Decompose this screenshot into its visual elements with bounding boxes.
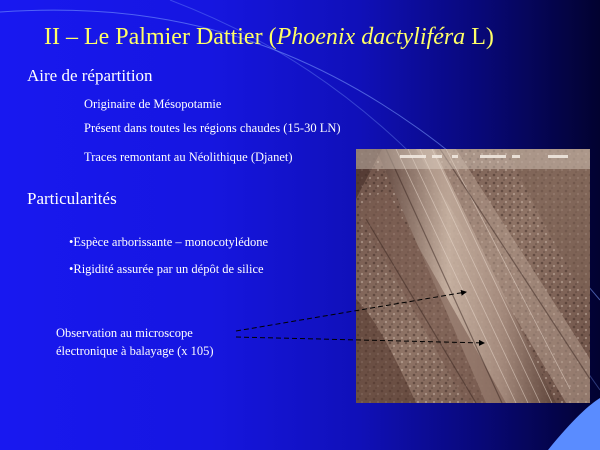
section-heading-particularities: Particularités <box>27 189 117 208</box>
particularity-bullet: •Espèce arborissante – monocotylédone <box>69 235 269 249</box>
title-suffix: L) <box>465 24 494 50</box>
title-prefix: II – Le Palmier Dattier ( <box>44 24 277 50</box>
particularity-bullet: •Rigidité assurée par un dépôt de silice <box>69 262 264 276</box>
distribution-line: Présent dans toutes les régions chaudes (15-30 LN) <box>84 121 341 135</box>
arrow-pointer <box>236 292 466 331</box>
distribution-line: Traces remontant au Néolithique (Djanet) <box>84 150 293 164</box>
section-heading-distribution: Aire de répartition <box>27 66 153 85</box>
caption-line: Observation au microscope <box>56 326 193 340</box>
distribution-line: Originaire de Mésopotamie <box>84 97 222 111</box>
caption-line: électronique à balayage (x 105) <box>56 344 214 358</box>
arrow-pointer <box>236 337 484 343</box>
title-species: Phoenix dactyliféra <box>276 24 466 50</box>
